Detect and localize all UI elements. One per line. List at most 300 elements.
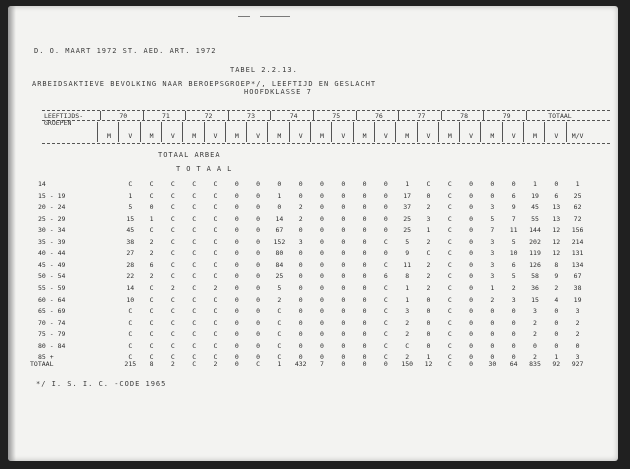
table-cell: 3 (405, 307, 410, 316)
table-cell: 0 (362, 307, 367, 316)
table-cell: 5 (128, 203, 133, 212)
table-cell: C (192, 180, 197, 188)
table-cell: C (192, 341, 197, 350)
table-cell: 5 (511, 237, 516, 246)
table-cell: 3 (490, 237, 495, 246)
table-cell: 0 (298, 283, 303, 292)
table-cell: 14 (275, 214, 284, 223)
table-cell: 2 (533, 353, 537, 362)
group-header: 70 (119, 112, 128, 120)
table-cell: 3 (490, 203, 495, 212)
table-cell: 5 (490, 214, 495, 223)
sex-header: M (192, 132, 197, 140)
table-cell: 0 (426, 191, 431, 200)
table-cell: 0 (341, 360, 346, 368)
table-cell: 0 (256, 214, 261, 223)
table-cell: 0 (469, 353, 474, 362)
table-cell: 156 (571, 226, 584, 235)
table-cell: 0 (298, 330, 303, 339)
table-cell: C (277, 353, 282, 362)
table-cell: 1 (490, 283, 495, 292)
table-cell: 11 (509, 226, 518, 235)
table-cell: 0 (256, 226, 261, 235)
table-cell: 0 (511, 341, 516, 350)
column-separator (544, 122, 545, 142)
table-cell: C (405, 341, 410, 350)
table-cell: C (256, 360, 261, 368)
table-cell: 0 (490, 191, 495, 200)
table-cell: 0 (341, 307, 346, 316)
table-cell: 0 (383, 249, 388, 258)
table-cell: C (192, 191, 197, 200)
table-cell: 0 (511, 318, 516, 327)
group-header: 77 (417, 112, 426, 120)
table-cell: 2 (277, 295, 282, 304)
table-cell: C (383, 318, 388, 327)
table-cell: 7 (490, 226, 495, 235)
table-cell: 0 (298, 318, 303, 327)
table-cell: C (383, 341, 388, 350)
table-cell: 1 (575, 180, 580, 188)
table-cell: 5 (405, 237, 410, 246)
table-cell: 0 (234, 226, 239, 235)
table-cell: 0 (469, 203, 474, 212)
sex-header: M (490, 132, 495, 140)
table-cell: C (447, 272, 452, 281)
table-cell: 0 (469, 226, 474, 235)
table-cell: 0 (362, 330, 367, 339)
table-cell: 0 (362, 226, 367, 235)
column-separator (289, 122, 290, 142)
table-cell: 0 (469, 330, 474, 339)
table-cell: 0 (511, 353, 516, 362)
sex-header: V (469, 132, 474, 140)
table-cell: 0 (298, 307, 303, 316)
table-cell: 37 (403, 203, 412, 212)
table-cell: 6 (149, 260, 154, 269)
table-cell: C (170, 307, 175, 316)
table-cell: C (149, 283, 154, 292)
table-cell: 0 (362, 341, 367, 350)
sex-header: M (277, 132, 282, 140)
table-cell: 3 (490, 272, 495, 281)
row-label: 45 - 49 (38, 260, 66, 269)
table-cell: 2 (170, 360, 175, 368)
table-cell: 9 (554, 272, 559, 281)
table-cell: 0 (298, 191, 303, 200)
table-cell: C (192, 226, 197, 235)
table-cell: 0 (575, 341, 580, 350)
table-cell: C (213, 295, 218, 304)
table-cell: 0 (469, 272, 474, 281)
table-cell: 11 (403, 260, 412, 269)
table-cell: 0 (341, 283, 346, 292)
table-cell: 3 (575, 307, 580, 316)
table-cell: 927 (571, 360, 584, 368)
table-cell: C (447, 214, 452, 223)
table-cell: C (192, 330, 197, 339)
table-cell: 9 (405, 249, 410, 258)
table-cell: 0 (490, 180, 495, 188)
page-edge-shadow (8, 6, 16, 461)
table-cell: 0 (362, 214, 367, 223)
table-cell: 0 (320, 249, 324, 258)
table-cell: 67 (275, 226, 284, 235)
column-separator (398, 111, 399, 120)
table-cell: 0 (383, 226, 388, 235)
table-cell: 0 (256, 203, 261, 212)
table-cell: 0 (383, 360, 388, 368)
table-cell: 0 (256, 341, 261, 350)
group-header: 76 (374, 112, 383, 120)
column-separator (417, 122, 418, 142)
group-header: 79 (502, 112, 511, 120)
table-cell: 0 (469, 318, 474, 327)
column-separator (374, 122, 375, 142)
table-cell: 0 (469, 341, 474, 350)
table-cell: C (192, 353, 197, 362)
table-cell: 0 (320, 203, 324, 212)
table-cell: 1 (277, 360, 282, 368)
table-cell: 2 (149, 249, 154, 258)
table-cell: 0 (341, 341, 346, 350)
sex-header: V (383, 132, 388, 140)
table-cell: 0 (234, 295, 239, 304)
table-cell: 0 (362, 191, 367, 200)
table-cell: 55 (531, 214, 539, 223)
table-cell: 0 (426, 318, 431, 327)
table-cell: 0 (234, 307, 239, 316)
table-cell: 2 (426, 272, 431, 281)
table-cell: 0 (362, 260, 367, 269)
table-cell: C (383, 295, 388, 304)
table-cell: 5 (511, 272, 516, 281)
table-cell: 0 (256, 260, 261, 269)
table-cell: 0 (256, 272, 261, 281)
sex-header: V (426, 132, 431, 140)
table-cell: 84 (275, 260, 284, 269)
column-separator (353, 122, 354, 142)
top-mark (260, 16, 290, 17)
table-cell: 19 (531, 191, 539, 200)
group-header: 75 (332, 112, 341, 120)
table-cell: 2 (298, 214, 303, 223)
table-cell: 0 (383, 191, 388, 200)
table-cell: C (213, 203, 218, 212)
table-cell: C (149, 353, 154, 362)
table-cell: 0 (469, 191, 474, 200)
column-separator (182, 122, 183, 142)
table-cell: C (277, 341, 282, 350)
table-cell: 0 (469, 214, 474, 223)
table-cell: 0 (256, 295, 261, 304)
table-cell: C (383, 237, 388, 246)
table-cell: 3 (490, 260, 495, 269)
column-separator (313, 111, 314, 120)
table-cell: 0 (256, 330, 261, 339)
table-cell: 62 (573, 203, 582, 212)
table-cell: 25 (275, 272, 284, 281)
table-cell: 0 (362, 180, 367, 188)
table-cell: C (383, 353, 388, 362)
table-cell: 9 (511, 203, 516, 212)
column-separator (267, 122, 268, 142)
table-cell: 0 (362, 295, 367, 304)
age-group-label: GROEPEN (44, 119, 72, 127)
table-cell: C (149, 191, 154, 200)
table-cell: C (213, 330, 218, 339)
table-cell: 0 (234, 249, 239, 258)
column-separator (331, 122, 332, 142)
table-cell: C (447, 330, 452, 339)
table-cell: 0 (320, 180, 324, 188)
table-cell: 19 (573, 295, 582, 304)
table-cell: 22 (126, 272, 135, 281)
table-cell: 15 (531, 295, 539, 304)
table-cell: C (128, 330, 133, 339)
table-cell: 0 (490, 341, 495, 350)
table-cell: 2 (213, 360, 218, 368)
table-cell: 202 (529, 237, 541, 246)
table-cell: C (170, 260, 175, 269)
table-cell: 0 (341, 330, 346, 339)
table-cell: C (383, 283, 388, 292)
table-cell: 30 (488, 360, 497, 368)
sex-header: V (298, 132, 303, 140)
table-cell: 152 (273, 237, 286, 246)
table-cell: 0 (320, 330, 324, 339)
table-cell: C (447, 307, 452, 316)
table-cell: 0 (341, 180, 346, 188)
table-cell: 0 (362, 353, 367, 362)
group-header: 71 (161, 112, 170, 120)
table-cell: C (170, 226, 175, 235)
table-cell: 0 (362, 360, 367, 368)
table-cell: 2 (511, 283, 516, 292)
sex-header: V (511, 132, 516, 140)
table-cell: C (192, 307, 197, 316)
table-cell: 0 (320, 318, 324, 327)
table-cell: C (383, 307, 388, 316)
table-cell: C (213, 214, 218, 223)
table-cell: 0 (320, 283, 324, 292)
table-cell: 0 (234, 203, 239, 212)
table-cell: 144 (529, 226, 541, 235)
table-cell: C (447, 360, 452, 368)
table-cell: 0 (533, 341, 537, 350)
row-label: 40 - 44 (38, 249, 66, 258)
table-cell: C (149, 226, 154, 235)
table-cell: 2 (149, 272, 154, 281)
table-cell: 0 (511, 307, 516, 316)
table-cell: 0 (234, 180, 239, 188)
group-header: TOTAAL (548, 112, 572, 120)
table-cell: 0 (554, 330, 559, 339)
table-cell: 12 (552, 226, 561, 235)
table-cell: 2 (426, 260, 431, 269)
table-cell: 4 (554, 295, 559, 304)
table-cell: 0 (362, 249, 367, 258)
table-cell: 12 (552, 237, 561, 246)
column-separator (480, 122, 481, 142)
table-cell: 835 (529, 360, 541, 368)
column-separator (97, 122, 98, 142)
table-cell: 1 (277, 191, 282, 200)
table-cell: 0 (426, 295, 431, 304)
table-cell: C (447, 260, 452, 269)
table-cell: 0 (341, 249, 346, 258)
table-cell: C (447, 191, 452, 200)
rule-middle (42, 120, 610, 121)
table-cell: 72 (573, 214, 582, 223)
table-cell: 1 (128, 191, 133, 200)
table-cell: 25 (403, 214, 412, 223)
table-cell: C (383, 260, 388, 269)
table-cell: C (192, 318, 197, 327)
table-cell: C (149, 180, 154, 188)
table-cell: C (192, 260, 197, 269)
table-cell: 0 (469, 180, 474, 188)
table-cell: 0 (554, 180, 559, 188)
table-cell: 0 (341, 237, 346, 246)
table-cell: 0 (362, 272, 367, 281)
table-cell: 0 (362, 203, 367, 212)
table-cell: C (170, 180, 175, 188)
sex-header: M (107, 132, 111, 140)
table-cell: C (447, 249, 452, 258)
table-cell: 2 (575, 330, 580, 339)
table-cell: 0 (490, 353, 495, 362)
column-separator (502, 122, 503, 142)
table-cell: 0 (320, 226, 324, 235)
table-cell: 0 (234, 353, 239, 362)
table-cell: 5 (277, 283, 282, 292)
table-cell: C (447, 295, 452, 304)
table-cell: 0 (362, 318, 367, 327)
table-cell: C (213, 191, 218, 200)
table-cell: C (447, 283, 452, 292)
table-cell: C (447, 180, 452, 188)
table-cell: C (447, 203, 452, 212)
row-label: 35 - 39 (38, 237, 66, 246)
sex-header: V (256, 132, 261, 140)
sex-header: V (128, 132, 133, 140)
table-cell: 0 (277, 203, 282, 212)
table-cell: 80 (275, 249, 284, 258)
table-cell: 0 (234, 360, 239, 368)
table-cell: C (192, 203, 197, 212)
table-cell: 28 (126, 260, 135, 269)
table-cell: C (447, 237, 452, 246)
table-cell: 0 (298, 353, 303, 362)
table-cell: 8 (149, 360, 154, 368)
table-cell: C (192, 272, 197, 281)
table-cell: 215 (124, 360, 137, 368)
table-cell: 0 (383, 180, 388, 188)
table-cell: 0 (362, 237, 367, 246)
table-cell: 0 (234, 330, 239, 339)
table-cell: C (426, 249, 431, 258)
table-cell: 2 (405, 353, 410, 362)
table-cell: C (213, 307, 218, 316)
table-cell: 0 (362, 283, 367, 292)
table-cell: 0 (256, 307, 261, 316)
table-cell: 0 (256, 191, 261, 200)
age-group-label: LEEFTIJDS- (44, 112, 84, 120)
table-cell: 0 (298, 226, 303, 235)
sex-header: M (362, 132, 367, 140)
table-cell: 92 (552, 360, 561, 368)
table-cell: 119 (529, 249, 541, 258)
table-cell: 0 (298, 180, 303, 188)
table-cell: 2 (533, 330, 537, 339)
table-cell: 0 (469, 283, 474, 292)
table-cell: 27 (126, 249, 135, 258)
table-cell: C (213, 180, 218, 188)
sex-header: V (213, 132, 218, 140)
table-cell: 0 (320, 295, 324, 304)
table-cell: 0 (298, 295, 303, 304)
row-label: 75 - 79 (38, 330, 66, 339)
table-cell: 10 (126, 295, 135, 304)
table-cell: 0 (341, 260, 346, 269)
table-cell: C (447, 318, 452, 327)
subsection-label: TOTAAL (176, 165, 238, 173)
table-cell: 0 (469, 360, 474, 368)
column-separator (204, 122, 205, 142)
table-cell: 25 (403, 226, 412, 235)
table-cell: 0 (256, 283, 261, 292)
column-separator (523, 122, 524, 142)
column-separator (100, 111, 101, 120)
table-cell: C (192, 249, 197, 258)
table-cell: 38 (573, 283, 582, 292)
table-cell: 10 (509, 249, 518, 258)
table-cell: 0 (234, 283, 239, 292)
table-cell: C (213, 237, 218, 246)
table-cell: 0 (511, 180, 516, 188)
table-cell: 0 (490, 307, 495, 316)
table-cell: C (128, 180, 133, 188)
table-cell: 0 (298, 272, 303, 281)
table-cell: 0 (511, 330, 516, 339)
table-cell: 1 (426, 226, 431, 235)
row-label: 30 - 34 (38, 226, 66, 235)
table-cell: 14 (126, 283, 135, 292)
sex-header: V (341, 132, 346, 140)
table-cell: 150 (401, 360, 414, 368)
top-mark (238, 16, 250, 17)
column-separator (310, 122, 311, 142)
table-cell: 0 (320, 237, 324, 246)
table-cell: 0 (383, 214, 388, 223)
sex-header: M (533, 132, 537, 140)
table-cell: 58 (531, 272, 539, 281)
table-cell: C (213, 353, 218, 362)
table-cell: C (149, 341, 154, 350)
column-separator (140, 122, 141, 142)
table-cell: C (149, 318, 154, 327)
caption-line-1: ARBEIDSAKTIEVE BEVOLKING NAAR BEROEPSGROEP*/, LEEFTIJD EN GESLACHT (32, 80, 377, 88)
table-cell: 0 (490, 330, 495, 339)
table-cell: 0 (554, 318, 559, 327)
table-cell: 0 (341, 226, 346, 235)
table-cell: C (170, 272, 175, 281)
table-cell: 7 (320, 360, 324, 368)
column-separator (246, 122, 247, 142)
table-cell: 1 (405, 295, 410, 304)
table-cell: 6 (554, 191, 559, 200)
